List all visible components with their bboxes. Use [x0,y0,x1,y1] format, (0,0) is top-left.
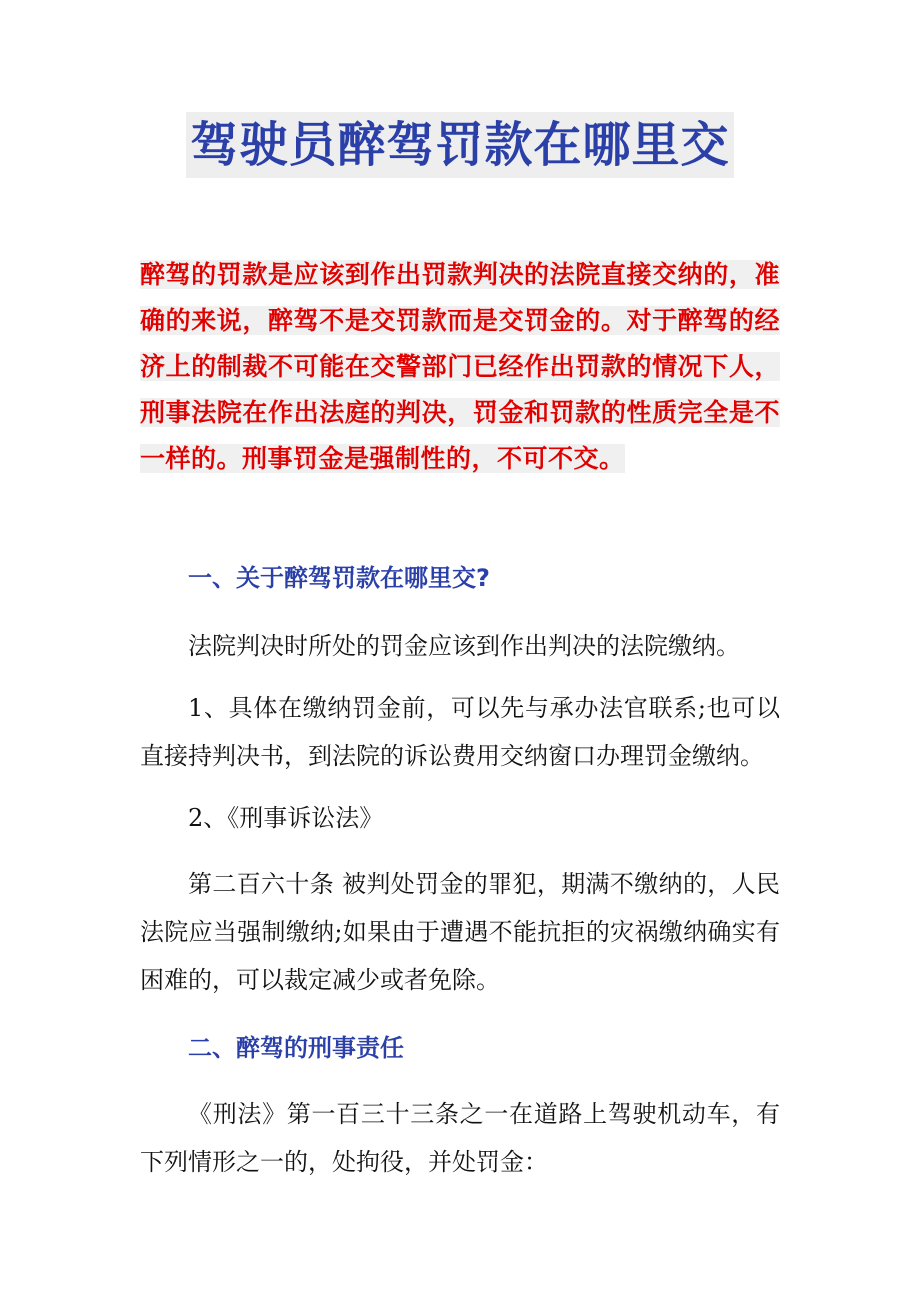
intro-paragraph [140,252,780,482]
paragraph-payment-steps: 1、具体在缴纳罚金前，可以先与承办法官联系;也可以直接持判决书，到法院的诉讼费用交纳窗口办理罚金缴纳。 [140,694,780,770]
paragraph-article-133: 《刑法》第一百三十三条之一在道路上驾驶机动车，有下列情形之一的，处拘役，并处罚金： [140,1100,780,1176]
document-title [0,112,920,178]
section-heading-2: 二、醉驾的刑事责任 [188,1034,404,1062]
document-title-text: 驾驶员醉驾罚款在哪里交 [186,112,733,178]
section-heading-1: 一、关于醉驾罚款在哪里交? [188,564,490,592]
paragraph-law-reference: 2、《刑事诉讼法》 [188,804,384,832]
paragraph-court-payment: 法院判决时所处的罚金应该到作出判决的法院缴纳。 [188,632,740,660]
paragraph-article-260: 第二百六十条 被判处罚金的罪犯，期满不缴纳的，人民法院应当强制缴纳;如果由于遭遇不能抗拒的灾祸缴纳确实有困难的，可以裁定减少或者免除。 [140,870,780,994]
intro-text: 醉驾的罚款是应该到作出罚款判决的法院直接交纳的，准确的来说，醉驾不是交罚款而是交罚金的。对于醉驾的经济上的制裁不可能在交警部门已经作出罚款的情况下人，刑事法院在作出法庭的判决，罚金和罚款的性质完全是不一样的。刑事罚金是强制性的，不可不交。 [140,260,780,473]
